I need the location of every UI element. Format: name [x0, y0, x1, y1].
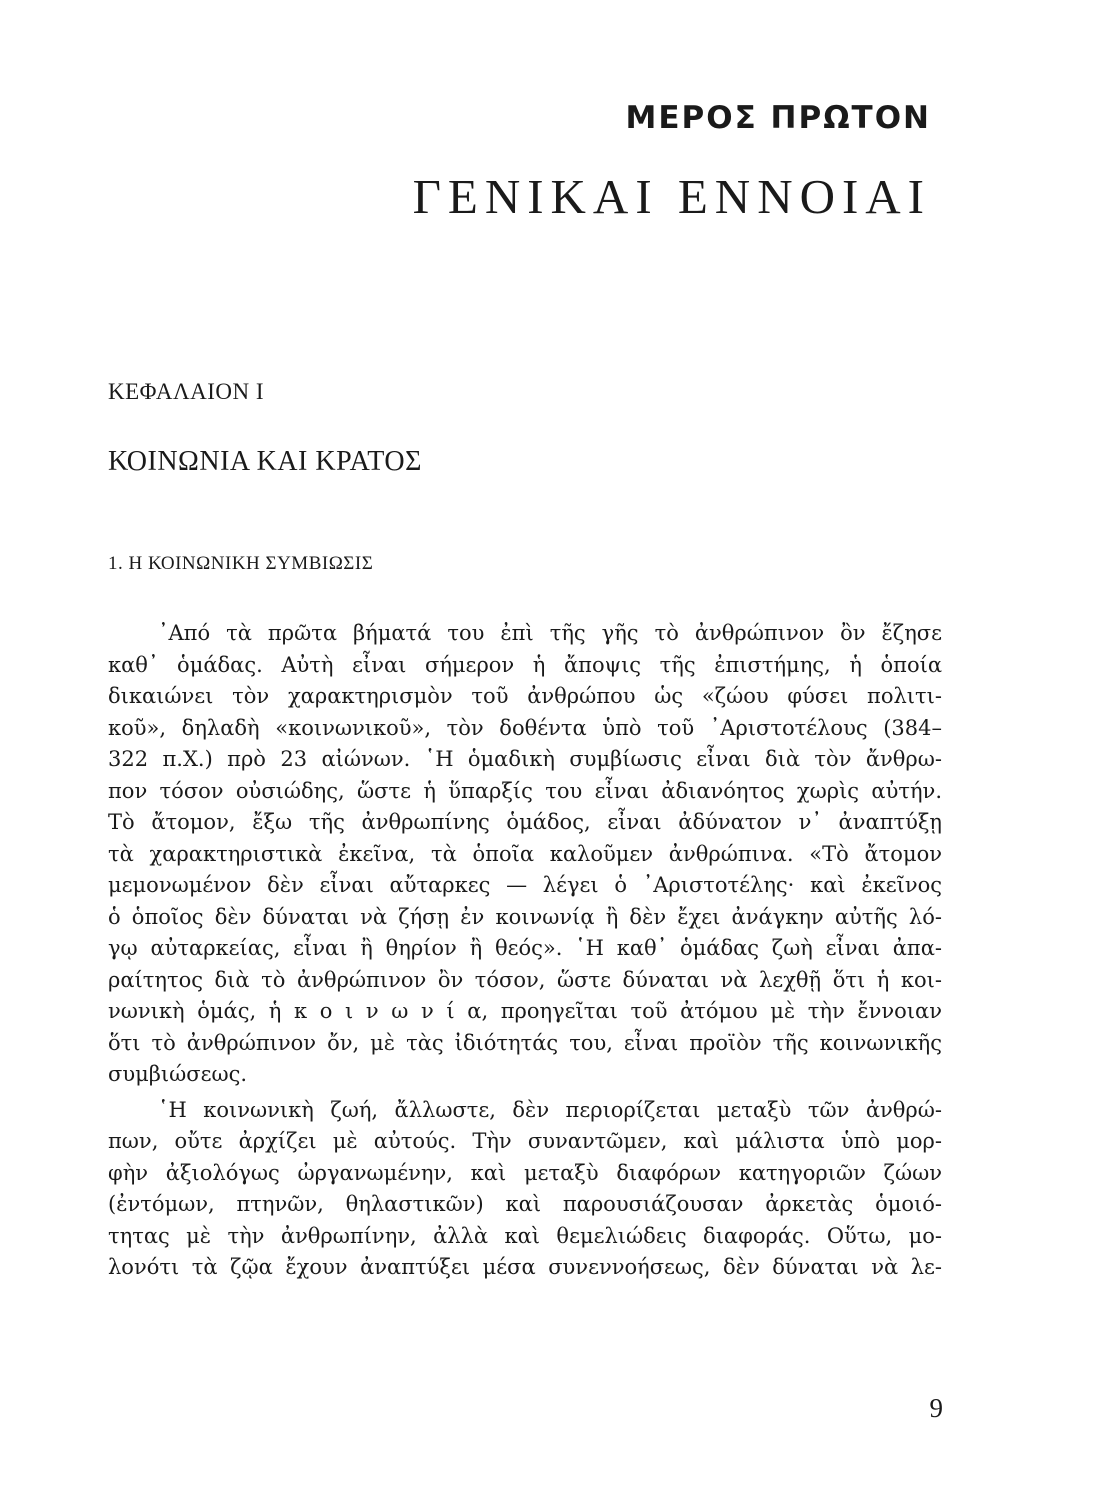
text-line: ᾿Από τὰ πρῶτα βήματά του ἐπὶ τῆς γῆς τὸ ἀνθρώπινον ὂν ἔζησε — [158, 621, 942, 645]
text-line: ὅτι τὸ ἀνθρώπινον ὄν, μὲ τὰς ἰδιότητάς του, εἶναι προϊὸν τῆς κοινωνικῆς — [108, 1030, 942, 1055]
chapter-title: ΚΟΙΝΩΝΙΑ ΚΑΙ ΚΡΑΤΟΣ — [108, 446, 422, 477]
text-line: γῳ αὐταρκείας, εἶναι ἢ θηρίον ἢ θεός». ῾Η καθ᾿ ὁμάδας ζωὴ εἶναι ἀπα- — [108, 936, 942, 960]
text-line: λονότι τὰ ζῷα ἔχουν ἀναπτύξει μέσα συνεννοήσεως, δὲν δύναται νὰ λε- — [108, 1255, 942, 1279]
text-line: ὁ ὁποῖος δὲν δύναται νὰ ζήσῃ ἐν κοινωνίᾳ ἢ δὲν ἔχει ἀνάγκην αὐτῆς λό- — [108, 904, 942, 929]
text-line: τὰ χαρακτηριστικὰ ἐκεῖνα, τὰ ὁποῖα καλοῦμεν ἀνθρώπινα. «Τὸ ἄτομον — [108, 841, 942, 866]
section-title: 1. Η ΚΟΙΝΩΝΙΚΗ ΣΥΜΒΙΩΣΙΣ — [108, 553, 374, 574]
text-line: δικαιώνει τὸν χαρακτηρισμὸν τοῦ ἀνθρώπου ὡς «ζώου φύσει πολιτι- — [108, 684, 942, 708]
text-line: ραίτητος διὰ τὸ ἀνθρώπινον ὂν τόσον, ὥστε δύναται νὰ λεχθῇ ὅτι ἡ κοι- — [108, 967, 942, 992]
text-line: καθ᾿ ὁμάδας. Αὐτὴ εἶναι σήμερον ἡ ἄποψις τῆς ἐπιστήμης, ἡ ὁποία — [108, 652, 942, 677]
text-line: νωνικὴ ὁμάς, ἡ κ ο ι ν ω ν ί α, προηγεῖται τοῦ ἀτόμου μὲ τὴν ἔννοιαν — [108, 999, 942, 1023]
text-line: τητας μὲ τὴν ἀνθρωπίνην, ἀλλὰ καὶ θεμελιώδεις διαφοράς. Οὕτω, μο- — [108, 1223, 942, 1248]
text-line: πων, οὔτε ἀρχίζει μὲ αὐτούς. Τὴν συναντῶμεν, καὶ μάλιστα ὑπὸ μορ- — [108, 1129, 942, 1153]
paragraph-2 — [108, 1095, 942, 1284]
text-line: πον τόσον οὐσιώδης, ὥστε ἡ ὕπαρξίς του εἶναι ἀδιανόητος χωρὶς αὐτήν. — [108, 778, 942, 803]
paragraph-1 — [108, 618, 942, 1091]
main-title: ΓΕΝΙΚΑΙ ΕΝΝΟΙΑΙ — [412, 169, 931, 224]
body-text — [108, 618, 942, 1284]
text-line: συμβιώσεως. — [108, 1062, 248, 1086]
text-line: Τὸ ἄτομον, ἔξω τῆς ἀνθρωπίνης ὁμάδος, εἶναι ἀδύνατον ν᾿ ἀναπτύξῃ — [108, 810, 942, 834]
text-line: ῾Η κοινωνικὴ ζωή, ἄλλωστε, δὲν περιορίζεται μεταξὺ τῶν ἀνθρώ- — [158, 1097, 942, 1122]
part-title: ΜΕΡΟΣ ΠΡΩΤΟΝ — [625, 100, 931, 136]
text-line: φὴν ἀξιολόγως ὠργανωμένην, καὶ μεταξὺ διαφόρων κατηγοριῶν ζώων — [108, 1160, 942, 1185]
text-line: κοῦ», δηλαδὴ «κοινωνικοῦ», τὸν δοθέντα ὑπὸ τοῦ ᾿Αριστοτέλους (384– — [108, 715, 942, 740]
text-line: μεμονωμένον δὲν εἶναι αὔταρκες — λέγει ὁ ᾿Αριστοτέλης· καὶ ἐκεῖνος — [108, 873, 942, 897]
text-line: (ἐντόμων, πτηνῶν, θηλαστικῶν) καὶ παρουσιάζουσαν ἀρκετὰς ὁμοιό- — [108, 1192, 942, 1216]
chapter-label: ΚΕΦΑΛΑΙΟΝ Ι — [108, 379, 265, 404]
page-number: 9 — [929, 1393, 943, 1423]
text-line: 322 π.Χ.) πρὸ 23 αἰώνων. ῾Η ὁμαδικὴ συμβίωσις εἶναι διὰ τὸν ἄνθρω- — [108, 747, 942, 771]
